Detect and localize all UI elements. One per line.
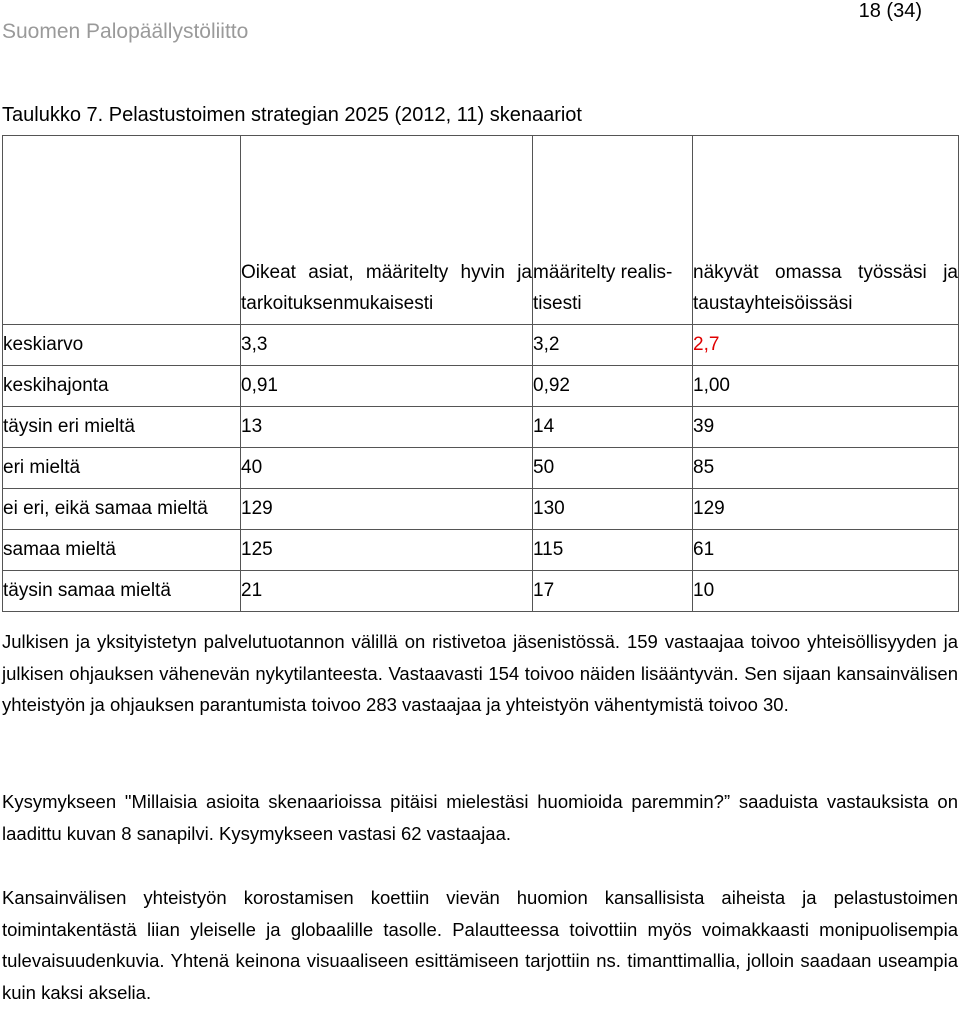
cell-value-highlighted: 2,7	[693, 325, 959, 366]
table-row	[3, 366, 959, 407]
cell-value: 115	[533, 530, 693, 571]
table-caption: Taulukko 7. Pelastustoimen strategian 2025 (2012, 11) skenaariot	[2, 104, 582, 126]
cell-value: 0,92	[533, 366, 693, 407]
row-label: keskihajonta	[3, 366, 241, 407]
cell-value: 85	[693, 448, 959, 489]
cell-value: 10	[693, 571, 959, 612]
row-label: täysin eri mieltä	[3, 407, 241, 448]
page-number: 18 (34)	[858, 0, 922, 22]
cell-value: 39	[693, 407, 959, 448]
paragraph-wordcloud: Kysymykseen "Millaisia asioita skenaarioissa pitäisi mielestäsi huomioida paremmin?” saaduista vastauksista on laadittu kuvan 8 sanapilvi. Kysymykseen vastasi 62 vastaajaa.	[2, 791, 958, 844]
cell-value: 61	[693, 530, 959, 571]
table-row	[3, 407, 959, 448]
paragraph-public-private: Julkisen ja yksityistetyn palvelutuotannon välillä on ristivetoa jäsenistössä. 159 vastaajaa toivoo yhteisöllisyyden ja julkisen ohjauksen vähenevän nykytilanteesta. Vastaavasti 154 toivoo näiden lisääntyvän. Sen sijaan kansainvälisen yhteistyön ja ohjauksen parantumista toivoo 283 vastaajaa ja yhteistyön vähentymistä toivoo 30.	[2, 631, 958, 715]
table-header-row	[3, 136, 959, 325]
header-cell-realistic: määritelty realis-tisesti	[533, 136, 693, 325]
table-row	[3, 571, 959, 612]
row-label: samaa mieltä	[3, 530, 241, 571]
cell-value: 50	[533, 448, 693, 489]
header-cell-right-things: Oikeat asiat, määritelty hyvin ja tarkoituksenmukaisesti	[241, 136, 533, 325]
cell-value: 1,00	[693, 366, 959, 407]
cell-value: 129	[241, 489, 533, 530]
scenario-table	[2, 135, 959, 612]
cell-value: 40	[241, 448, 533, 489]
cell-value: 3,2	[533, 325, 693, 366]
table-row	[3, 325, 959, 366]
cell-value: 129	[693, 489, 959, 530]
paragraph-feedback: Kansainvälisen yhteistyön korostamisen koettiin vievän huomion kansallisista aiheista ja pelastustoimen toimintakentästä liian yleiselle ja globaalille tasolle. Palautteessa toivottiin myös voimakkaasti monipuolisempia tulevaisuudenkuvia. Yhtenä keinona visuaaliseen esittämiseen tarjottiin ns. timanttimallia, jolloin saadaan useampia kuin kaksi akselia.	[2, 887, 958, 1003]
table-row	[3, 448, 959, 489]
row-label: eri mieltä	[3, 448, 241, 489]
row-label: ei eri, eikä samaa mieltä	[3, 489, 241, 530]
header-cell-empty	[3, 136, 241, 325]
cell-value: 13	[241, 407, 533, 448]
table-row	[3, 530, 959, 571]
cell-value: 125	[241, 530, 533, 571]
cell-value: 3,3	[241, 325, 533, 366]
row-label: keskiarvo	[3, 325, 241, 366]
cell-value: 14	[533, 407, 693, 448]
cell-value: 21	[241, 571, 533, 612]
organization-name: Suomen Palopäällystöliitto	[2, 20, 249, 43]
header-cell-visible-in-work: näkyvät omassa työssäsi ja taustayhteisöissäsi	[693, 136, 959, 325]
row-label: täysin samaa mieltä	[3, 571, 241, 612]
cell-value: 0,91	[241, 366, 533, 407]
cell-value: 17	[533, 571, 693, 612]
table-row	[3, 489, 959, 530]
cell-value: 130	[533, 489, 693, 530]
